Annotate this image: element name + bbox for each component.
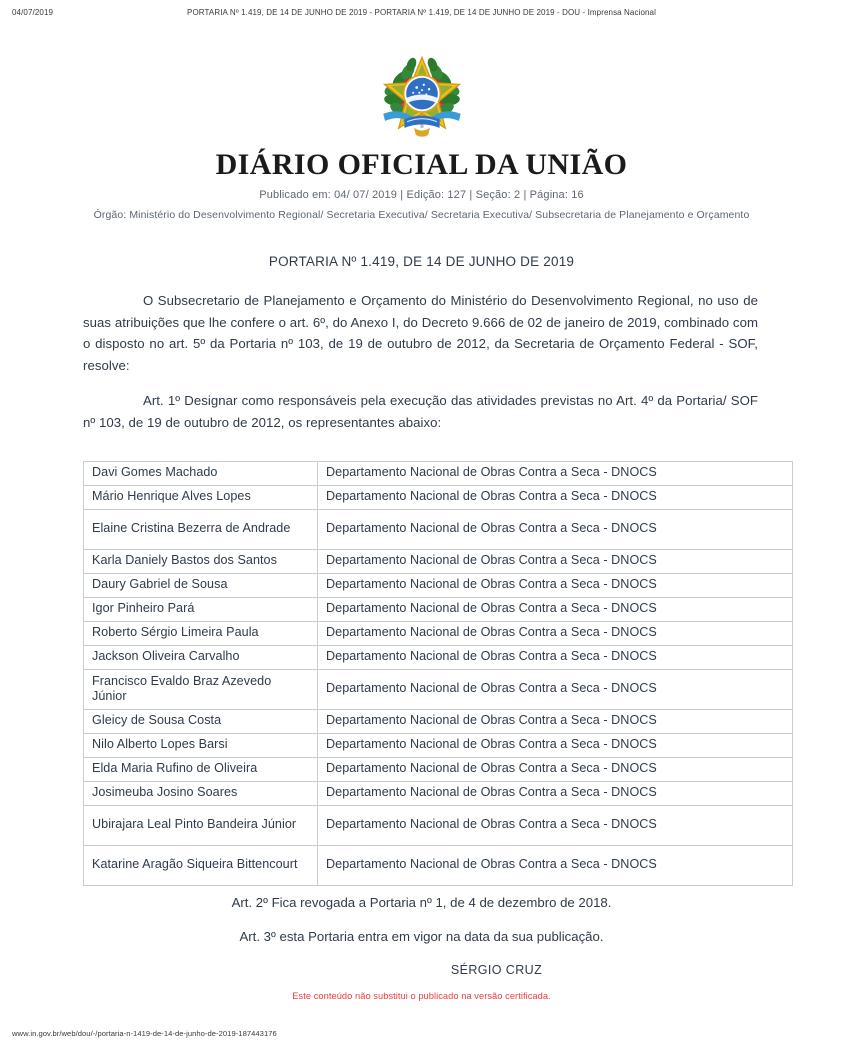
cell-name: Francisco Evaldo Braz Azevedo Júnior xyxy=(84,670,318,710)
cell-organization: Departamento Nacional de Obras Contra a Seca - DNOCS xyxy=(318,646,793,670)
paragraph-art-3: Art. 3º esta Portaria entra em vigor na data da sua publicação. xyxy=(239,929,604,944)
cell-organization: Departamento Nacional de Obras Contra a Seca - DNOCS xyxy=(318,622,793,646)
cell-organization: Departamento Nacional de Obras Contra a Seca - DNOCS xyxy=(318,758,793,782)
cell-organization: Departamento Nacional de Obras Contra a Seca - DNOCS xyxy=(318,782,793,806)
table-row xyxy=(84,646,793,670)
table-row xyxy=(84,846,793,886)
cell-organization: Departamento Nacional de Obras Contra a Seca - DNOCS xyxy=(318,486,793,510)
cell-organization: Departamento Nacional de Obras Contra a Seca - DNOCS xyxy=(318,598,793,622)
cell-name: Josimeuba Josino Soares xyxy=(84,782,318,806)
table-row xyxy=(84,758,793,782)
cell-organization: Departamento Nacional de Obras Contra a Seca - DNOCS xyxy=(318,734,793,758)
table-row xyxy=(84,550,793,574)
table-row xyxy=(84,710,793,734)
cell-organization: Departamento Nacional de Obras Contra a Seca - DNOCS xyxy=(318,462,793,486)
masthead xyxy=(0,148,843,223)
cell-name: Katarine Aragão Siqueira Bittencourt xyxy=(84,846,318,886)
print-header-date: 04/07/2019 xyxy=(12,8,54,17)
table-row xyxy=(84,574,793,598)
signature-name: SÉRGIO CRUZ xyxy=(450,963,543,977)
cell-organization: Departamento Nacional de Obras Contra a Seca - DNOCS xyxy=(318,806,793,846)
cell-organization: Departamento Nacional de Obras Contra a Seca - DNOCS xyxy=(318,550,793,574)
cell-name: Roberto Sérgio Limeira Paula xyxy=(84,622,318,646)
table-row xyxy=(84,806,793,846)
publication-meta: Publicado em: 04/ 07/ 2019 | Edição: 127 | Seção: 2 | Página: 16 xyxy=(259,189,584,201)
emblem-container xyxy=(0,52,843,144)
table-row xyxy=(84,670,793,710)
paragraph-art-2: Art. 2º Fica revogada a Portaria nº 1, de 4 de dezembro de 2018. xyxy=(231,895,612,910)
document-body xyxy=(83,290,758,433)
cell-name: Jackson Oliveira Carvalho xyxy=(84,646,318,670)
cell-organization: Departamento Nacional de Obras Contra a Seca - DNOCS xyxy=(318,574,793,598)
document-closing xyxy=(0,893,843,977)
table-row xyxy=(84,598,793,622)
table-row xyxy=(84,462,793,486)
cell-name: Elda Maria Rufino de Oliveira xyxy=(84,758,318,782)
paragraph-preamble: O Subsecretario de Planejamento e Orçamento do Ministério do Desenvolvimento Regional, no uso de suas atribuições que lhe confere o art. 6º, do Anexo I, do Decreto 9.666 de 02 de janeiro de 2019, combinado com o disposto no art. 5º da Portaria nº 103, de 19 de outubro de 2012, da Secretaria de Orçamento Federal - SOF, resolve: xyxy=(83,293,758,373)
table-row xyxy=(84,782,793,806)
paragraph-art-1: Art. 1º Designar como responsáveis pela execução das atividades previstas no Art. 4º da Portaria/ SOF nº 103, de 19 de outubro de 2012, os representantes abaixo: xyxy=(83,393,758,430)
cell-organization: Departamento Nacional de Obras Contra a Seca - DNOCS xyxy=(318,710,793,734)
cell-name: Gleicy de Sousa Costa xyxy=(84,710,318,734)
cell-organization: Departamento Nacional de Obras Contra a Seca - DNOCS xyxy=(318,846,793,886)
table-row xyxy=(84,486,793,510)
organ-line: Órgão: Ministério do Desenvolvimento Regional/ Secretaria Executiva/ Secretaria Executiva/ Subsecretaria de Planejamento e Orçamento xyxy=(93,209,750,221)
table-row xyxy=(84,510,793,550)
print-header-title: PORTARIA Nº 1.419, DE 14 DE JUNHO DE 2019 - PORTARIA Nº 1.419, DE 14 DE JUNHO DE 2019 - DOU - Imprensa Nacional xyxy=(187,8,656,17)
table-row xyxy=(84,622,793,646)
cell-organization: Departamento Nacional de Obras Contra a Seca - DNOCS xyxy=(318,510,793,550)
cell-name: Karla Daniely Bastos dos Santos xyxy=(84,550,318,574)
cell-name: Mário Henrique Alves Lopes xyxy=(84,486,318,510)
cell-name: Daury Gabriel de Sousa xyxy=(84,574,318,598)
responsibles-table xyxy=(83,461,793,886)
cell-name: Nilo Alberto Lopes Barsi xyxy=(84,734,318,758)
cell-name: Ubirajara Leal Pinto Bandeira Júnior xyxy=(84,806,318,846)
cell-organization: Departamento Nacional de Obras Contra a Seca - DNOCS xyxy=(318,670,793,710)
portaria-heading: PORTARIA Nº 1.419, DE 14 DE JUNHO DE 2019 xyxy=(268,254,575,269)
print-footer-url: www.in.gov.br/web/dou/-/portaria-n-1419-de-14-de-junho-de-2019-187443176 xyxy=(12,1029,277,1038)
cell-name: Davi Gomes Machado xyxy=(84,462,318,486)
cell-name: Elaine Cristina Bezerra de Andrade xyxy=(84,510,318,550)
cell-name: Igor Pinheiro Pará xyxy=(84,598,318,622)
responsibles-table-body xyxy=(84,462,793,886)
certification-disclaimer: Este conteúdo não substitui o publicado na versão certificada. xyxy=(292,991,551,1001)
page-title: DIÁRIO OFICIAL DA UNIÃO xyxy=(215,148,628,181)
brazil-coat-of-arms-icon xyxy=(378,52,466,144)
table-row xyxy=(84,734,793,758)
